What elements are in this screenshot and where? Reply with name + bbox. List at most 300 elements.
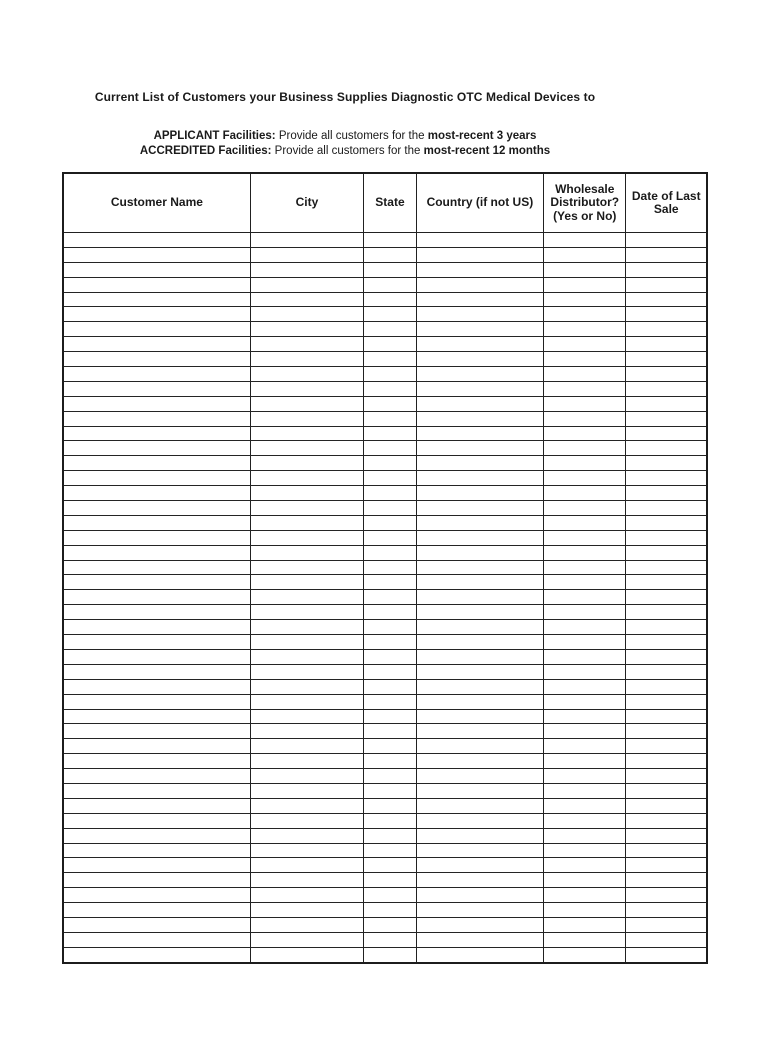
- cell-country: [417, 486, 544, 500]
- cell-state: [364, 575, 417, 589]
- cell-date-of-last-sale: [626, 620, 706, 634]
- cell-wholesale-distributor: [544, 427, 626, 441]
- cell-country: [417, 710, 544, 724]
- cell-wholesale-distributor: [544, 337, 626, 351]
- cell-country: [417, 501, 544, 515]
- cell-state: [364, 918, 417, 932]
- cell-customer-name: [64, 322, 251, 336]
- cell-wholesale-distributor: [544, 516, 626, 530]
- cell-date-of-last-sale: [626, 412, 706, 426]
- cell-wholesale-distributor: [544, 888, 626, 902]
- document-title: Current List of Customers your Business Supplies Diagnostic OTC Medical Devices to: [94, 90, 596, 104]
- table-row: [64, 665, 706, 680]
- cell-customer-name: [64, 650, 251, 664]
- cell-country: [417, 546, 544, 560]
- cell-city: [251, 307, 364, 321]
- cell-wholesale-distributor: [544, 680, 626, 694]
- cell-wholesale-distributor: [544, 293, 626, 307]
- cell-state: [364, 441, 417, 455]
- cell-customer-name: [64, 754, 251, 768]
- cell-city: [251, 873, 364, 887]
- cell-country: [417, 278, 544, 292]
- cell-date-of-last-sale: [626, 873, 706, 887]
- table-row: [64, 724, 706, 739]
- cell-date-of-last-sale: [626, 337, 706, 351]
- cell-state: [364, 605, 417, 619]
- cell-state: [364, 233, 417, 247]
- cell-city: [251, 784, 364, 798]
- cell-customer-name: [64, 933, 251, 947]
- cell-country: [417, 918, 544, 932]
- cell-country: [417, 769, 544, 783]
- table-row: [64, 561, 706, 576]
- cell-wholesale-distributor: [544, 754, 626, 768]
- cell-city: [251, 248, 364, 262]
- cell-state: [364, 784, 417, 798]
- cell-state: [364, 799, 417, 813]
- cell-state: [364, 352, 417, 366]
- cell-state: [364, 367, 417, 381]
- cell-city: [251, 561, 364, 575]
- cell-state: [364, 844, 417, 858]
- cell-date-of-last-sale: [626, 724, 706, 738]
- cell-country: [417, 605, 544, 619]
- cell-country: [417, 575, 544, 589]
- cell-customer-name: [64, 397, 251, 411]
- cell-city: [251, 546, 364, 560]
- cell-date-of-last-sale: [626, 754, 706, 768]
- cell-customer-name: [64, 471, 251, 485]
- cell-customer-name: [64, 575, 251, 589]
- cell-state: [364, 486, 417, 500]
- cell-state: [364, 829, 417, 843]
- cell-city: [251, 531, 364, 545]
- table-row: [64, 903, 706, 918]
- cell-country: [417, 397, 544, 411]
- cell-city: [251, 367, 364, 381]
- cell-date-of-last-sale: [626, 516, 706, 530]
- cell-country: [417, 903, 544, 917]
- cell-state: [364, 561, 417, 575]
- cell-city: [251, 710, 364, 724]
- cell-wholesale-distributor: [544, 933, 626, 947]
- cell-date-of-last-sale: [626, 441, 706, 455]
- cell-state: [364, 456, 417, 470]
- cell-state: [364, 590, 417, 604]
- cell-date-of-last-sale: [626, 829, 706, 843]
- cell-date-of-last-sale: [626, 590, 706, 604]
- cell-customer-name: [64, 412, 251, 426]
- cell-state: [364, 307, 417, 321]
- cell-date-of-last-sale: [626, 784, 706, 798]
- cell-wholesale-distributor: [544, 456, 626, 470]
- cell-customer-name: [64, 665, 251, 679]
- cell-country: [417, 412, 544, 426]
- cell-city: [251, 635, 364, 649]
- cell-date-of-last-sale: [626, 858, 706, 872]
- cell-wholesale-distributor: [544, 486, 626, 500]
- cell-country: [417, 739, 544, 753]
- cell-country: [417, 829, 544, 843]
- cell-state: [364, 471, 417, 485]
- cell-country: [417, 590, 544, 604]
- cell-country: [417, 248, 544, 262]
- header-customer-name: Customer Name: [64, 174, 251, 232]
- cell-date-of-last-sale: [626, 948, 706, 962]
- cell-country: [417, 293, 544, 307]
- cell-state: [364, 695, 417, 709]
- cell-city: [251, 695, 364, 709]
- cell-wholesale-distributor: [544, 695, 626, 709]
- cell-customer-name: [64, 858, 251, 872]
- cell-state: [364, 739, 417, 753]
- cell-city: [251, 858, 364, 872]
- cell-city: [251, 605, 364, 619]
- cell-country: [417, 620, 544, 634]
- customer-list-table: [62, 172, 708, 964]
- table-row: [64, 575, 706, 590]
- cell-date-of-last-sale: [626, 814, 706, 828]
- cell-city: [251, 501, 364, 515]
- cell-wholesale-distributor: [544, 948, 626, 962]
- cell-state: [364, 903, 417, 917]
- cell-customer-name: [64, 531, 251, 545]
- cell-customer-name: [64, 739, 251, 753]
- table-row: [64, 754, 706, 769]
- cell-wholesale-distributor: [544, 546, 626, 560]
- cell-country: [417, 441, 544, 455]
- cell-wholesale-distributor: [544, 829, 626, 843]
- cell-customer-name: [64, 367, 251, 381]
- cell-wholesale-distributor: [544, 844, 626, 858]
- cell-wholesale-distributor: [544, 590, 626, 604]
- table-row: [64, 322, 706, 337]
- cell-state: [364, 516, 417, 530]
- cell-date-of-last-sale: [626, 546, 706, 560]
- cell-customer-name: [64, 844, 251, 858]
- cell-country: [417, 754, 544, 768]
- cell-city: [251, 263, 364, 277]
- table-row: [64, 784, 706, 799]
- cell-wholesale-distributor: [544, 382, 626, 396]
- cell-state: [364, 293, 417, 307]
- cell-date-of-last-sale: [626, 322, 706, 336]
- cell-city: [251, 680, 364, 694]
- cell-country: [417, 858, 544, 872]
- cell-wholesale-distributor: [544, 724, 626, 738]
- cell-city: [251, 575, 364, 589]
- table-row: [64, 844, 706, 859]
- cell-wholesale-distributor: [544, 531, 626, 545]
- applicant-label: APPLICANT Facilities:: [153, 130, 276, 142]
- cell-country: [417, 427, 544, 441]
- cell-country: [417, 784, 544, 798]
- cell-city: [251, 948, 364, 962]
- cell-customer-name: [64, 903, 251, 917]
- cell-state: [364, 754, 417, 768]
- cell-customer-name: [64, 263, 251, 277]
- cell-country: [417, 888, 544, 902]
- table-row: [64, 337, 706, 352]
- table-header-row: [64, 174, 706, 233]
- cell-state: [364, 814, 417, 828]
- table-row: [64, 441, 706, 456]
- cell-wholesale-distributor: [544, 263, 626, 277]
- cell-state: [364, 501, 417, 515]
- table-row: [64, 680, 706, 695]
- cell-country: [417, 337, 544, 351]
- cell-state: [364, 427, 417, 441]
- cell-wholesale-distributor: [544, 873, 626, 887]
- cell-wholesale-distributor: [544, 278, 626, 292]
- table-row: [64, 918, 706, 933]
- table-row: [64, 769, 706, 784]
- cell-customer-name: [64, 635, 251, 649]
- table-row: [64, 888, 706, 903]
- cell-country: [417, 650, 544, 664]
- cell-state: [364, 337, 417, 351]
- cell-date-of-last-sale: [626, 575, 706, 589]
- cell-wholesale-distributor: [544, 858, 626, 872]
- cell-city: [251, 620, 364, 634]
- cell-date-of-last-sale: [626, 695, 706, 709]
- cell-city: [251, 382, 364, 396]
- table-row: [64, 948, 706, 962]
- cell-country: [417, 933, 544, 947]
- cell-city: [251, 888, 364, 902]
- cell-customer-name: [64, 680, 251, 694]
- accredited-text: Provide all customers for the: [271, 144, 424, 157]
- cell-country: [417, 561, 544, 575]
- cell-customer-name: [64, 620, 251, 634]
- cell-city: [251, 441, 364, 455]
- cell-customer-name: [64, 382, 251, 396]
- cell-city: [251, 903, 364, 917]
- cell-date-of-last-sale: [626, 650, 706, 664]
- table-row: [64, 352, 706, 367]
- cell-customer-name: [64, 456, 251, 470]
- cell-city: [251, 337, 364, 351]
- cell-date-of-last-sale: [626, 486, 706, 500]
- cell-wholesale-distributor: [544, 784, 626, 798]
- cell-wholesale-distributor: [544, 501, 626, 515]
- cell-country: [417, 724, 544, 738]
- table-row: [64, 829, 706, 844]
- header-wholesale-distributor: Wholesale Distributor? (Yes or No): [544, 174, 626, 232]
- cell-wholesale-distributor: [544, 918, 626, 932]
- cell-country: [417, 516, 544, 530]
- cell-date-of-last-sale: [626, 710, 706, 724]
- table-row: [64, 650, 706, 665]
- header-country: Country (if not US): [417, 174, 544, 232]
- cell-state: [364, 531, 417, 545]
- cell-date-of-last-sale: [626, 352, 706, 366]
- cell-customer-name: [64, 799, 251, 813]
- header-state: State: [364, 174, 417, 232]
- cell-customer-name: [64, 337, 251, 351]
- table-row: [64, 590, 706, 605]
- cell-country: [417, 456, 544, 470]
- cell-state: [364, 382, 417, 396]
- cell-customer-name: [64, 710, 251, 724]
- cell-wholesale-distributor: [544, 799, 626, 813]
- table-row: [64, 605, 706, 620]
- cell-state: [364, 635, 417, 649]
- cell-country: [417, 263, 544, 277]
- cell-city: [251, 918, 364, 932]
- cell-customer-name: [64, 546, 251, 560]
- cell-date-of-last-sale: [626, 769, 706, 783]
- cell-wholesale-distributor: [544, 307, 626, 321]
- cell-state: [364, 724, 417, 738]
- cell-date-of-last-sale: [626, 739, 706, 753]
- cell-state: [364, 948, 417, 962]
- cell-country: [417, 322, 544, 336]
- cell-date-of-last-sale: [626, 501, 706, 515]
- cell-state: [364, 397, 417, 411]
- cell-wholesale-distributor: [544, 710, 626, 724]
- cell-country: [417, 665, 544, 679]
- cell-city: [251, 754, 364, 768]
- cell-country: [417, 352, 544, 366]
- cell-country: [417, 233, 544, 247]
- cell-city: [251, 322, 364, 336]
- cell-state: [364, 263, 417, 277]
- cell-customer-name: [64, 695, 251, 709]
- cell-city: [251, 844, 364, 858]
- cell-date-of-last-sale: [626, 397, 706, 411]
- cell-city: [251, 739, 364, 753]
- cell-wholesale-distributor: [544, 814, 626, 828]
- cell-customer-name: [64, 814, 251, 828]
- cell-city: [251, 397, 364, 411]
- cell-wholesale-distributor: [544, 397, 626, 411]
- table-row: [64, 814, 706, 829]
- cell-wholesale-distributor: [544, 575, 626, 589]
- cell-city: [251, 233, 364, 247]
- table-row: [64, 933, 706, 948]
- cell-customer-name: [64, 873, 251, 887]
- cell-date-of-last-sale: [626, 263, 706, 277]
- cell-city: [251, 814, 364, 828]
- cell-city: [251, 293, 364, 307]
- cell-country: [417, 635, 544, 649]
- cell-wholesale-distributor: [544, 739, 626, 753]
- cell-customer-name: [64, 293, 251, 307]
- table-row: [64, 710, 706, 725]
- cell-customer-name: [64, 352, 251, 366]
- applicant-instruction-line: [62, 129, 628, 144]
- cell-customer-name: [64, 784, 251, 798]
- cell-customer-name: [64, 441, 251, 455]
- cell-state: [364, 710, 417, 724]
- table-row: [64, 739, 706, 754]
- cell-date-of-last-sale: [626, 918, 706, 932]
- cell-wholesale-distributor: [544, 620, 626, 634]
- applicant-text: Provide all customers for the: [275, 130, 428, 142]
- cell-wholesale-distributor: [544, 635, 626, 649]
- cell-customer-name: [64, 248, 251, 262]
- cell-date-of-last-sale: [626, 561, 706, 575]
- cell-customer-name: [64, 501, 251, 515]
- cell-date-of-last-sale: [626, 233, 706, 247]
- cell-wholesale-distributor: [544, 903, 626, 917]
- cell-city: [251, 724, 364, 738]
- accredited-emphasis: most-recent 12 months: [423, 144, 551, 157]
- cell-customer-name: [64, 888, 251, 902]
- cell-city: [251, 278, 364, 292]
- document-heading-block: [62, 0, 628, 158]
- cell-city: [251, 665, 364, 679]
- cell-state: [364, 858, 417, 872]
- cell-wholesale-distributor: [544, 441, 626, 455]
- cell-city: [251, 769, 364, 783]
- table-row: [64, 501, 706, 516]
- cell-country: [417, 307, 544, 321]
- cell-city: [251, 352, 364, 366]
- cell-country: [417, 799, 544, 813]
- cell-date-of-last-sale: [626, 665, 706, 679]
- table-row: [64, 248, 706, 263]
- table-row: [64, 635, 706, 650]
- cell-wholesale-distributor: [544, 352, 626, 366]
- cell-date-of-last-sale: [626, 278, 706, 292]
- cell-date-of-last-sale: [626, 471, 706, 485]
- cell-customer-name: [64, 486, 251, 500]
- cell-country: [417, 948, 544, 962]
- cell-country: [417, 367, 544, 381]
- cell-state: [364, 278, 417, 292]
- table-row: [64, 531, 706, 546]
- cell-wholesale-distributor: [544, 248, 626, 262]
- cell-date-of-last-sale: [626, 367, 706, 381]
- accredited-instruction-line: [62, 144, 628, 159]
- cell-wholesale-distributor: [544, 650, 626, 664]
- table-row: [64, 695, 706, 710]
- cell-state: [364, 620, 417, 634]
- cell-state: [364, 933, 417, 947]
- cell-wholesale-distributor: [544, 412, 626, 426]
- cell-wholesale-distributor: [544, 322, 626, 336]
- cell-wholesale-distributor: [544, 471, 626, 485]
- cell-state: [364, 650, 417, 664]
- cell-country: [417, 873, 544, 887]
- cell-date-of-last-sale: [626, 680, 706, 694]
- table-row: [64, 471, 706, 486]
- cell-country: [417, 814, 544, 828]
- table-row: [64, 620, 706, 635]
- table-row: [64, 293, 706, 308]
- cell-state: [364, 873, 417, 887]
- cell-city: [251, 412, 364, 426]
- cell-city: [251, 456, 364, 470]
- cell-city: [251, 516, 364, 530]
- cell-date-of-last-sale: [626, 903, 706, 917]
- cell-city: [251, 829, 364, 843]
- cell-customer-name: [64, 307, 251, 321]
- cell-state: [364, 322, 417, 336]
- cell-date-of-last-sale: [626, 456, 706, 470]
- table-row: [64, 397, 706, 412]
- cell-date-of-last-sale: [626, 307, 706, 321]
- cell-date-of-last-sale: [626, 888, 706, 902]
- cell-date-of-last-sale: [626, 427, 706, 441]
- cell-wholesale-distributor: [544, 605, 626, 619]
- cell-date-of-last-sale: [626, 531, 706, 545]
- cell-customer-name: [64, 769, 251, 783]
- cell-customer-name: [64, 427, 251, 441]
- cell-wholesale-distributor: [544, 665, 626, 679]
